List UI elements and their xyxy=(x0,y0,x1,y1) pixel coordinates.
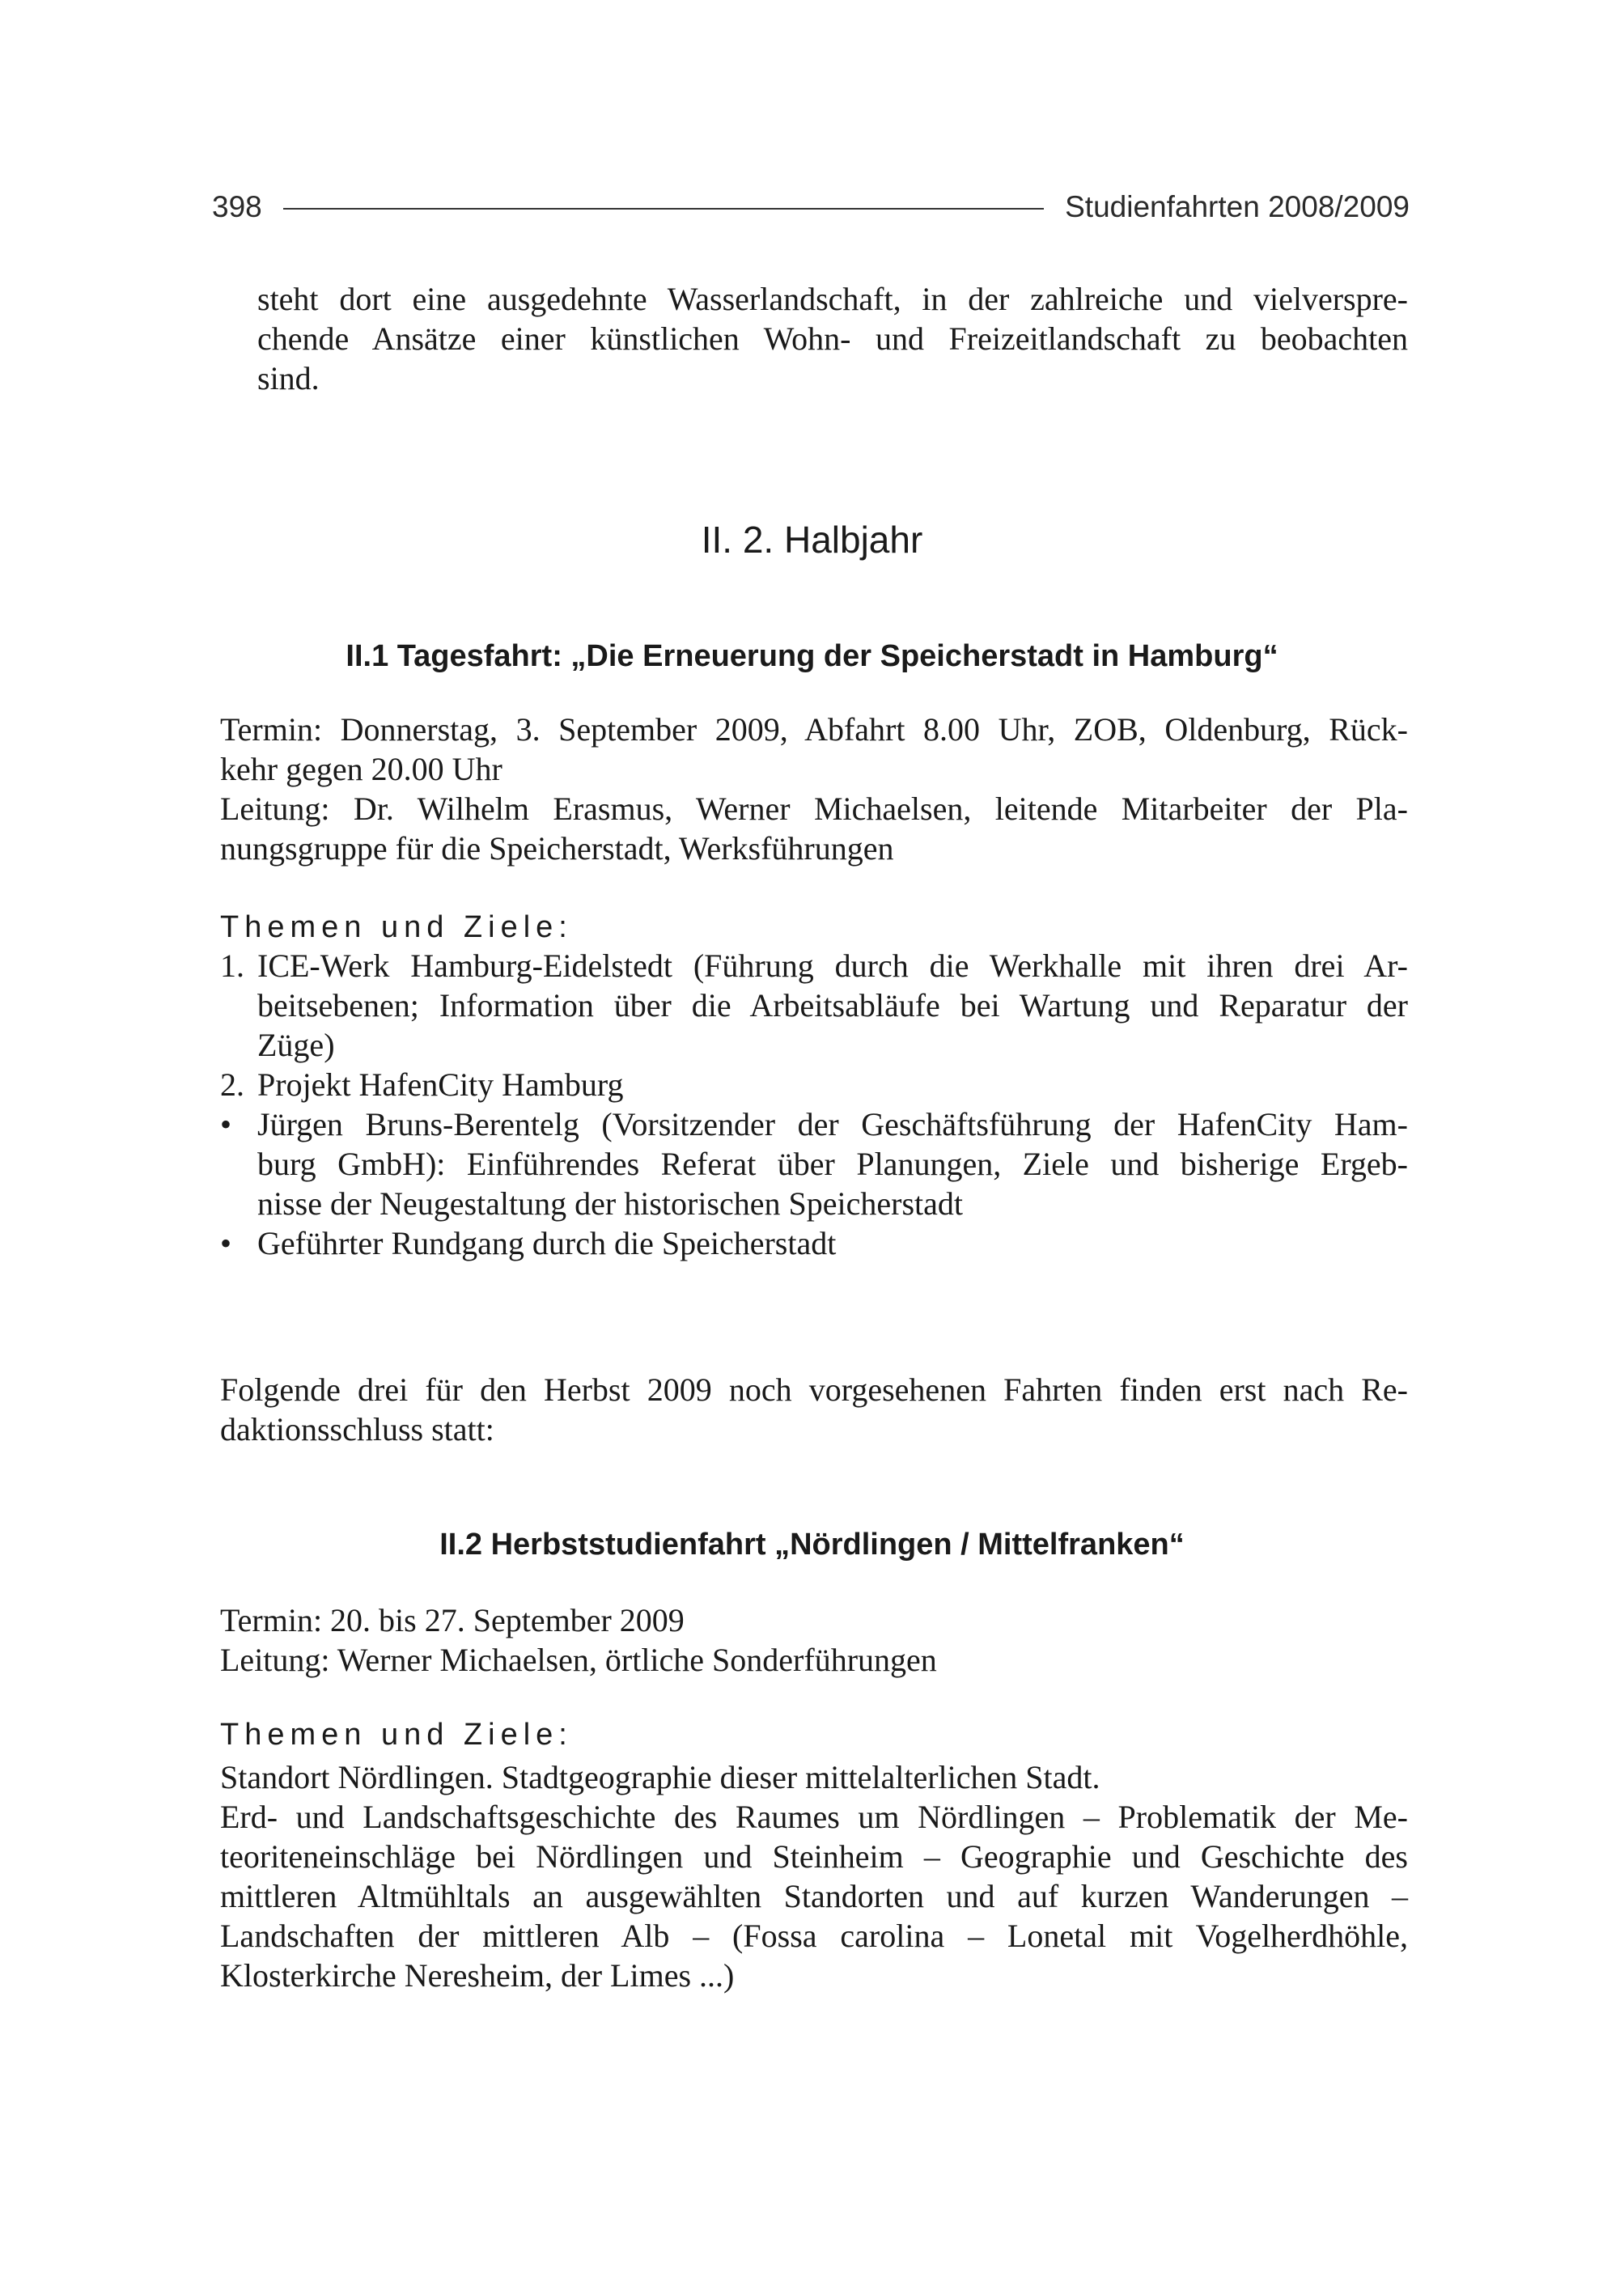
section-heading-herbststudienfahrt: II.2 Herbststudienfahrt „Nördlingen / Mittelfranken“ xyxy=(439,1528,1185,1562)
text-line: Jürgen Bruns-Berentelg (Vorsitzender der Geschäftsführung der HafenCity Ham- xyxy=(257,1106,1408,1142)
header-rule xyxy=(283,208,1044,210)
text-line: Standort Nördlingen. Stadtgeographie dieser mittelalterlichen Stadt. xyxy=(220,1759,1100,1795)
list-marker: 1. xyxy=(220,947,244,984)
list-marker: 2. xyxy=(220,1066,244,1103)
termin-line: Termin: 20. bis 27. September 2009 xyxy=(220,1602,685,1638)
page-number: 398 xyxy=(212,190,262,223)
list-item xyxy=(220,946,1408,1065)
section1-details xyxy=(220,710,1408,868)
text-line: nisse der Neugestaltung der historischen Speicherstadt xyxy=(257,1185,963,1222)
text-line: teoriteneinschläge bei Nördlingen und Steinheim – Geographie und Geschichte des xyxy=(220,1838,1408,1875)
text-line: steht dort eine ausgedehnte Wasserlandschaft, in der zahlreiche und vielverspre- xyxy=(257,281,1408,317)
list-item xyxy=(220,1223,1408,1263)
text-line: Landschaften der mittleren Alb – (Fossa carolina – Lonetal mit Vogelherdhöhle, xyxy=(220,1918,1408,1954)
list-item xyxy=(220,1065,1408,1104)
bullet-icon: • xyxy=(220,1106,232,1142)
section1-themes xyxy=(220,908,1408,950)
leitung-line: Leitung: Dr. Wilhelm Erasmus, Werner Michaelsen, leitende Mitarbeiter der Pla- xyxy=(220,790,1408,827)
text-line: ICE-Werk Hamburg-Eidelstedt (Führung durch die Werkhalle mit ihren drei Ar- xyxy=(257,947,1408,984)
text-line: Züge) xyxy=(257,1027,335,1063)
text-line: daktionsschluss statt: xyxy=(220,1411,494,1447)
section1-list xyxy=(220,946,1408,1263)
themes-label: Themen und Ziele: xyxy=(220,910,573,944)
list-item xyxy=(220,1104,1408,1223)
text-line: mittleren Altmühltals an ausgewählten Standorten und auf kurzen Wanderungen – xyxy=(220,1878,1408,1914)
text-line: sind. xyxy=(257,360,320,396)
bullet-icon: • xyxy=(220,1225,232,1261)
termin-line: Termin: Donnerstag, 3. September 2009, Abfahrt 8.00 Uhr, ZOB, Oldenburg, Rück- xyxy=(220,711,1408,748)
text-line: beitsebenen; Information über die Arbeitsabläufe bei Wartung und Reparatur der xyxy=(257,987,1408,1024)
termin-line: kehr gegen 20.00 Uhr xyxy=(220,751,502,787)
themes-label: Themen und Ziele: xyxy=(220,1718,573,1752)
section-heading-tagesfahrt: II.1 Tagesfahrt: „Die Erneuerung der Speicherstadt in Hamburg“ xyxy=(346,639,1278,673)
running-header xyxy=(212,183,1410,231)
running-title: Studienfahrten 2008/2009 xyxy=(1065,190,1410,223)
leitung-line: nungsgruppe für die Speicherstadt, Werksführungen xyxy=(220,830,894,867)
leitung-line: Leitung: Werner Michaelsen, örtliche Sonderführungen xyxy=(220,1642,937,1678)
text-line: Projekt HafenCity Hamburg xyxy=(257,1066,624,1103)
text-line: Geführter Rundgang durch die Speicherstadt xyxy=(257,1225,837,1261)
part-heading: II. 2. Halbjahr xyxy=(701,519,923,561)
text-line: Klosterkirche Neresheim, der Limes ...) xyxy=(220,1957,735,1994)
text-line: Erd- und Landschaftsgeschichte des Raumes um Nördlingen – Problematik der Me- xyxy=(220,1799,1408,1835)
text-line: burg GmbH): Einführendes Referat über Planungen, Ziele und bisherige Ergeb- xyxy=(257,1146,1408,1182)
text-line: Folgende drei für den Herbst 2009 noch vorgesehenen Fahrten finden erst nach Re- xyxy=(220,1371,1408,1408)
text-line: chende Ansätze einer künstlichen Wohn- und Freizeitlandschaft zu beobachten xyxy=(257,320,1408,357)
section2-themes xyxy=(220,1715,1408,1995)
intro-paragraph xyxy=(257,279,1408,398)
transition-paragraph xyxy=(220,1370,1408,1449)
section2-details xyxy=(220,1600,1408,1680)
